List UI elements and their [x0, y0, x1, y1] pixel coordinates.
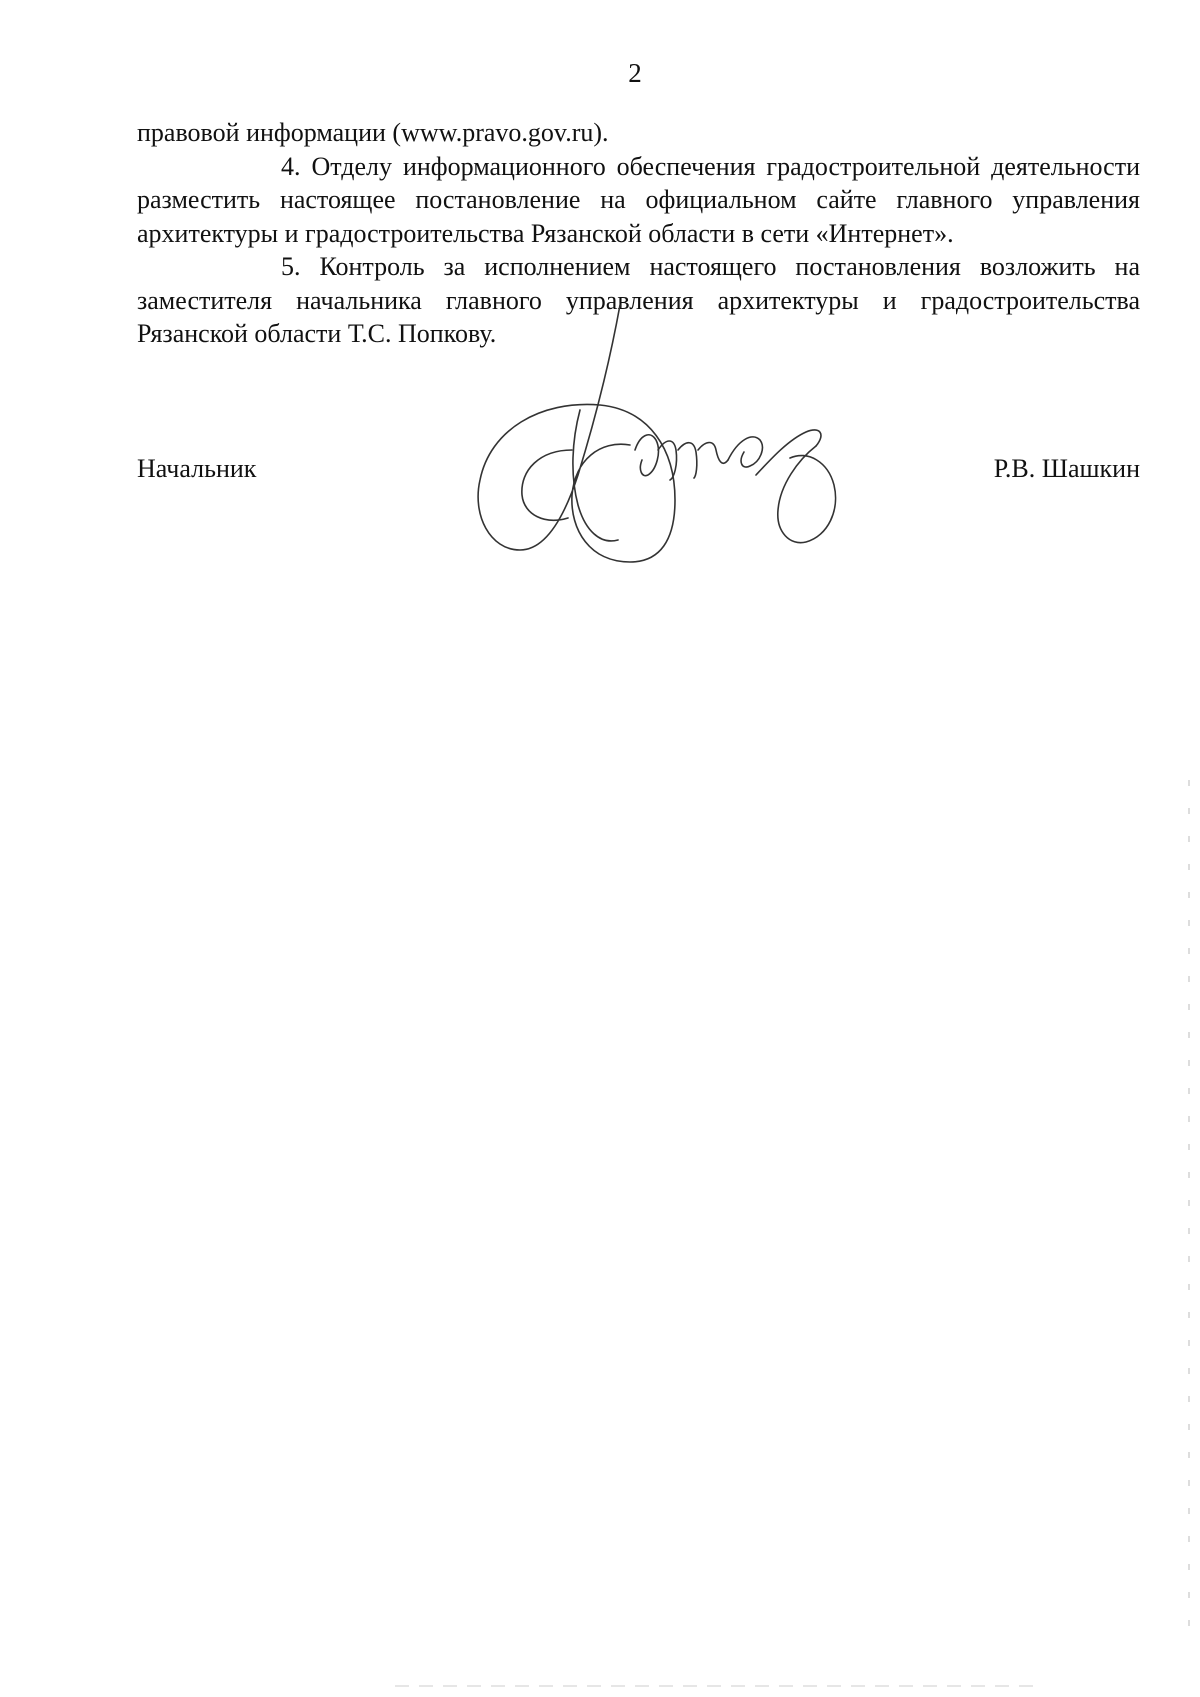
scan-edge-marks: [1186, 780, 1192, 1640]
paragraph-continuation: правовой информации (www.pravo.gov.ru).: [137, 118, 609, 147]
handwritten-signature: [460, 300, 880, 580]
page-number: 2: [628, 58, 642, 88]
item-4-text: Отделу информационного обеспечения градостроительной деятельности разместить настоящее постановление на официальном сайте главного управления архитектуры и градостроительства Рязанской области в сети «Интернет».: [137, 151, 1141, 248]
item-5-text: Контроль за исполнением настоящего постановления возложить на заместителя начальника главного управления архитектуры и градостроительства Рязанской области Т.С. Попкову.: [137, 252, 1140, 348]
scan-bottom-marks: [395, 1684, 1035, 1688]
paragraph-item-4: [137, 150, 1140, 251]
item-5-number: 5.: [281, 252, 301, 281]
item-4-number: 4.: [281, 151, 301, 181]
signatory-name: Р.В. Шашкин: [993, 454, 1140, 483]
signatory-position: Начальник: [137, 454, 257, 483]
